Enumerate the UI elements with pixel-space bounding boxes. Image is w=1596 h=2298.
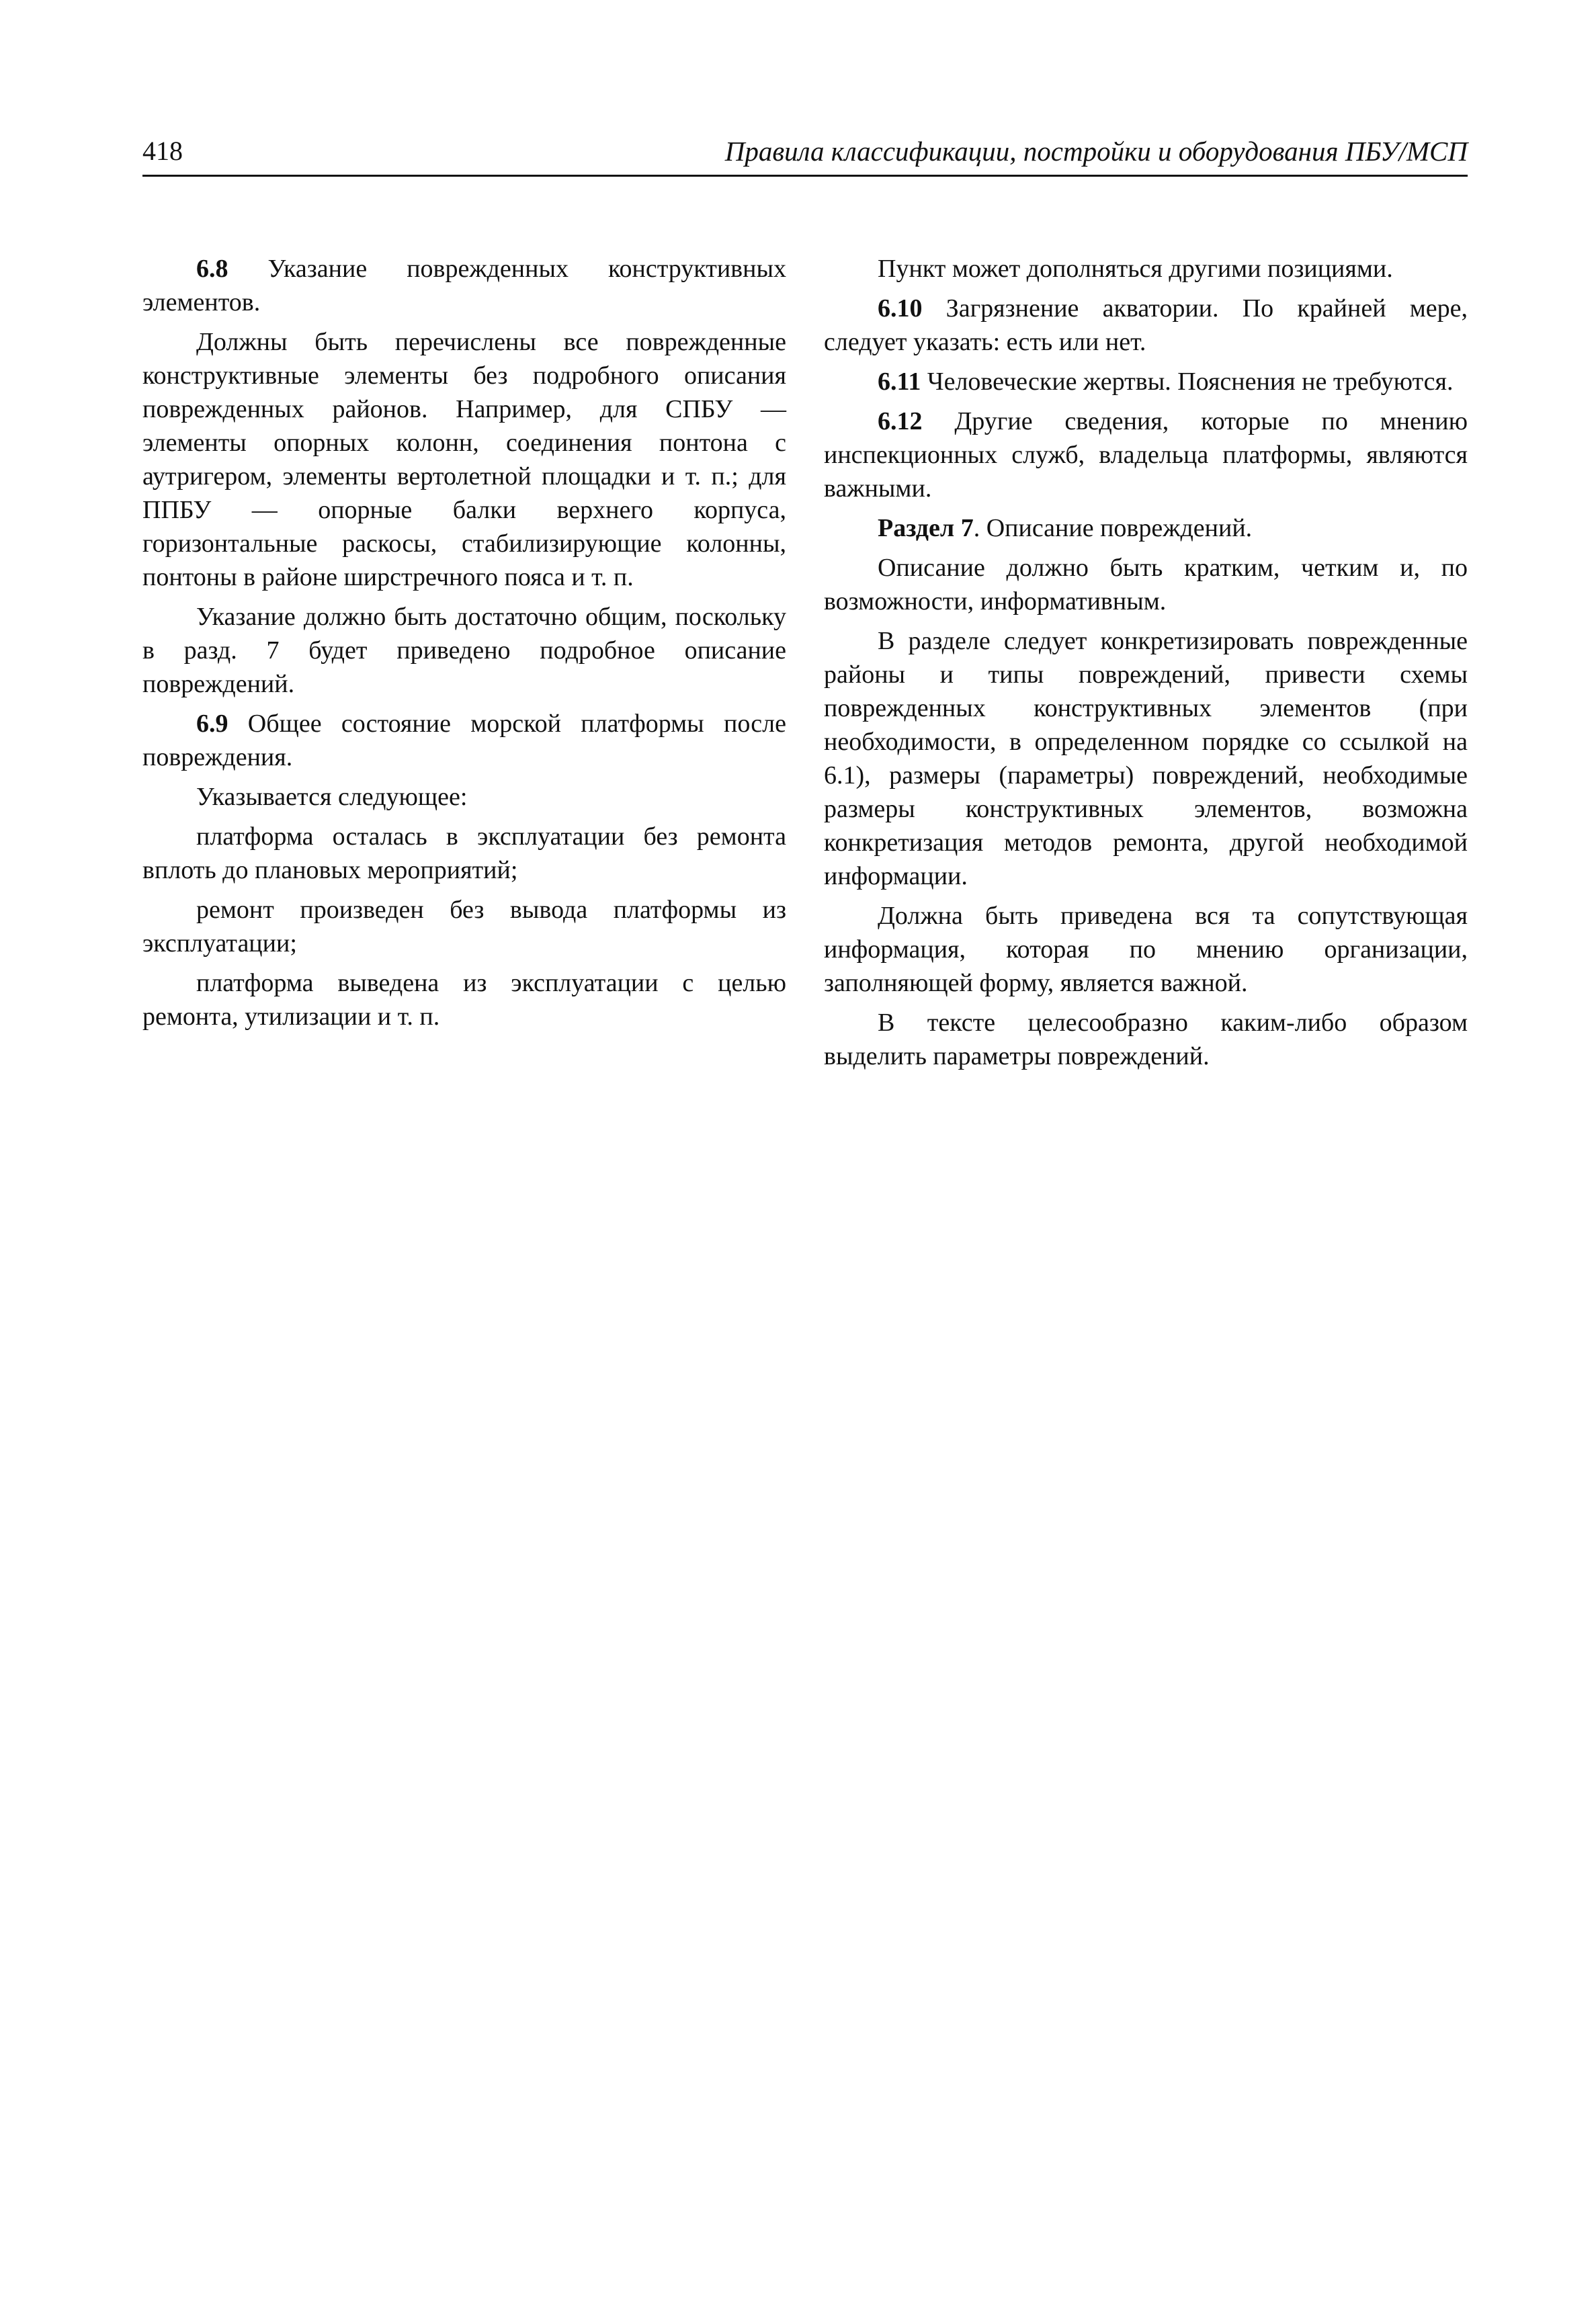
paragraph-text: Описание должно быть кратким, четким и, по возможности, информативным. [824, 554, 1468, 615]
left-column [142, 252, 786, 1039]
list-item-repair-in-service [142, 893, 786, 960]
paragraph-accompanying-info [824, 899, 1468, 1000]
paragraph-text: В тексте целесообразно каким-либо образом выделить параметры повреждений. [824, 1009, 1468, 1070]
paragraph-6-9 [142, 707, 786, 774]
item-number: 6.11 [878, 368, 921, 396]
paragraph-text: Должны быть перечислены все поврежденные конструктивные элементы без подробного описания поврежденных районов. Например, для СПБУ — элементы опорных колонн, соединения понтона с аутригером, элементы вертолетной площадки и т. п.; для ППБУ — опорные балки верхнего корпуса, горизонтальные раскосы, стабилизирующие колонны, понтоны в районе ширстречного пояса и т. п. [142, 328, 786, 591]
paragraph-text: Другие сведения, которые по мнению инспекционных служб, владельца платформы, являются важными. [824, 407, 1468, 503]
item-number: 6.10 [878, 294, 923, 323]
item-number: 6.8 [196, 255, 228, 283]
paragraph-text: Указание поврежденных конструктивных элементов. [142, 255, 786, 316]
paragraph-text: В разделе следует конкретизировать поврежденные районы и типы повреждений, привести схемы поврежденных конструктивных элементов (при необходимости, в определенном порядке со ссылкой на 6.1), размеры (параметры) повреждений, необходимые размеры конструктивных элементов, возможна конкретизация методов ремонта, другой необходимой информации. [824, 627, 1468, 890]
page-number: 418 [142, 136, 183, 166]
paragraph-other-positions [824, 252, 1468, 286]
paragraph-6-11 [824, 365, 1468, 398]
list-item-no-repair [142, 820, 786, 887]
paragraph-text: платформа осталась в эксплуатации без ремонта вплоть до плановых мероприятий; [142, 822, 786, 884]
paragraph-text: Указывается следующее: [196, 783, 468, 811]
paragraph-damaged-elements-list [142, 325, 786, 594]
page-header [142, 133, 1468, 177]
paragraph-text: Общее состояние морской платформы после повреждения. [142, 710, 786, 771]
running-title: Правила классификации, постройки и оборудования ПБУ/МСП [724, 136, 1468, 167]
paragraph-text: . Описание повреждений. [973, 514, 1253, 542]
paragraph-text: Загрязнение акватории. По крайней мере, следует указать: есть или нет. [824, 294, 1468, 356]
paragraph-highlight-parameters [824, 1006, 1468, 1073]
item-number: 6.12 [878, 407, 923, 435]
right-column [824, 252, 1468, 1079]
paragraph-text: Указание должно быть достаточно общим, поскольку в разд. 7 будет приведено подробное описание повреждений. [142, 603, 786, 698]
paragraph-following-indicated [142, 780, 786, 814]
paragraph-text: Должна быть приведена вся та сопутствующая информация, которая по мнению организации, заполняющей форму, является важной. [824, 902, 1468, 997]
paragraph-text: Человеческие жертвы. Пояснения не требуются. [921, 368, 1454, 396]
item-number: 6.9 [196, 710, 228, 738]
paragraph-text: ремонт произведен без вывода платформы из эксплуатации; [142, 896, 786, 958]
section-number: Раздел 7 [878, 514, 974, 542]
paragraph-general-indication [142, 600, 786, 701]
paragraph-6-10 [824, 292, 1468, 359]
paragraph-text: Пункт может дополняться другими позициями. [878, 255, 1393, 283]
list-item-out-of-service [142, 966, 786, 1033]
paragraph-section-details [824, 624, 1468, 893]
paragraph-6-12 [824, 405, 1468, 505]
paragraph-6-8 [142, 252, 786, 319]
paragraph-text: платформа выведена из эксплуатации с целью ремонта, утилизации и т. п. [142, 969, 786, 1031]
paragraph-description-brief [824, 551, 1468, 618]
paragraph-section-7 [824, 511, 1468, 545]
